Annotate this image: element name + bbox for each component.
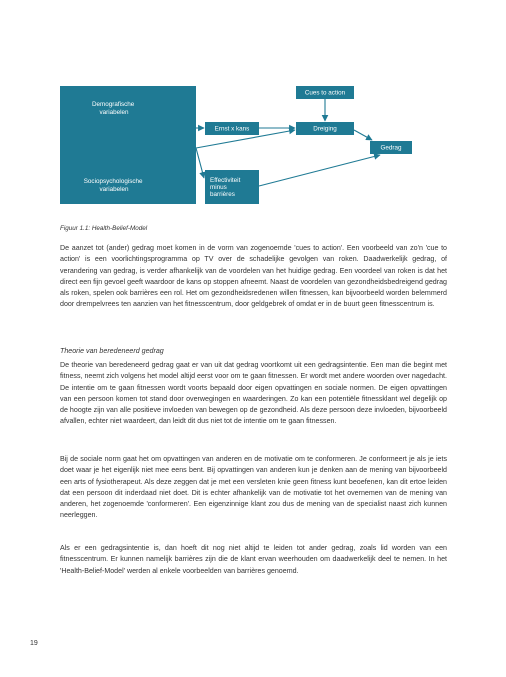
paragraph-social-norm: Bij de sociale norm gaat het om opvattingen van anderen en de motivatie om te conformeren. Je conformeert je als je iets doet waar je het eigenlijk niet mee eens bent. Bij opvattingen van anderen kun je denken aan de mening van bijvoorbeeld een arts of fysiotherapeut. Als deze zeggen dat je met een versleten knie geen fitness kunt beoefenen, kan dit ertoe leiden dat een persoon dit inderdaad niet doet. Dit is echter afhankelijk van de motivatie tot het overnemen van de mening van anderen, het zogenoemde 'conformeren'. Een eigenzinnige klant zou dus de mening van de specialist naast zich kunnen neerleggen. [60,455,447,520]
health-belief-model-diagram [0,0,506,230]
page-number: 19 [30,640,38,647]
arrow-dreiging-to-gedrag [354,130,372,140]
arrow-effectiviteit-to-gedrag [259,155,380,186]
ernst-x-kans-label: Ernst x kans [214,125,250,133]
arrow-variables-to-effectiviteit [196,148,204,178]
demographic-variables-label: Demografische variabelen [91,101,135,116]
paragraph-cues-to-action: De aanzet tot (ander) gedrag moet komen in de vorm van zogenoemde 'cues to action'. Een voorbeeld van zo'n 'cue to action' is een voorlichtingsprogramma op TV over de schadelijke gevolgen van roken. Daadwerkelijk gedrag, of verandering van gedrag, is verder afhankelijk van de voordelen van het huidige gedrag. Een voordeel van roken is dat het direct een fijn gevoel geeft waardoor de kans op stoppen afneemt. Naast de voordelen van gezondheidsbedreigend gedrag als roken, spelen ook barrières een rol. Het om gezondheidsredenen willen fitnessen, kan bijvoorbeeld worden belemmerd door drempelvrees ten aanzien van het fitnesscentrum, door geldgebrek of omdat er in de buurt geen fitnesscentrum is. [60,244,447,309]
paragraph-reasoned-behavior: De theorie van beredeneerd gedrag gaat er van uit dat gedrag voortkomt uit een gedragsintentie. Een man die begint met fitness, neemt zich volgens het model altijd eerst voor om te gaan fitnessen. Er wordt met andere woorden over nagedacht. De intentie om te gaan fitnessen wordt voorts bepaald door eigen opvattingen en sociale normen. De eigen opvattingen van een persoon komen tot stand door overwegingen en waarderingen. Zo kan een potentiële fitnessklant wel degelijk op de hoogte zijn van alle positieve invloeden van bewegen op de gezondheid. Als deze persoon deze invloeden, bijvoorbeeld afvallen, echter niet waardeert, dan leidt dit dus niet tot de intentie om te gaan fitnessen. [60,361,447,426]
figure-caption: Figuur 1.1: Health-Belief-Model [60,225,148,232]
cues-to-action-label: Cues to action [304,89,346,97]
dreiging-label: Dreiging [313,125,337,133]
effectiviteit-label: Effectiviteit minus barrières [210,177,241,198]
sociopsychological-variables-label: Sociopsychologische variabelen [83,178,143,193]
gedrag-label: Gedrag [380,144,402,152]
section-heading: Theorie van beredeneerd gedrag [60,347,164,355]
paragraph-behavior-intention: Als er een gedragsintentie is, dan hoeft dit nog niet altijd te leiden tot ander gedrag, zoals lid worden van een fitnesscentrum. Er kunnen namelijk barrières zijn die de klant ervan weerhouden om daadwerkelijk deel te nemen. In het 'Health-Belief-Model' werden al enkele voorbeelden van barrières genoemd. [60,544,447,575]
